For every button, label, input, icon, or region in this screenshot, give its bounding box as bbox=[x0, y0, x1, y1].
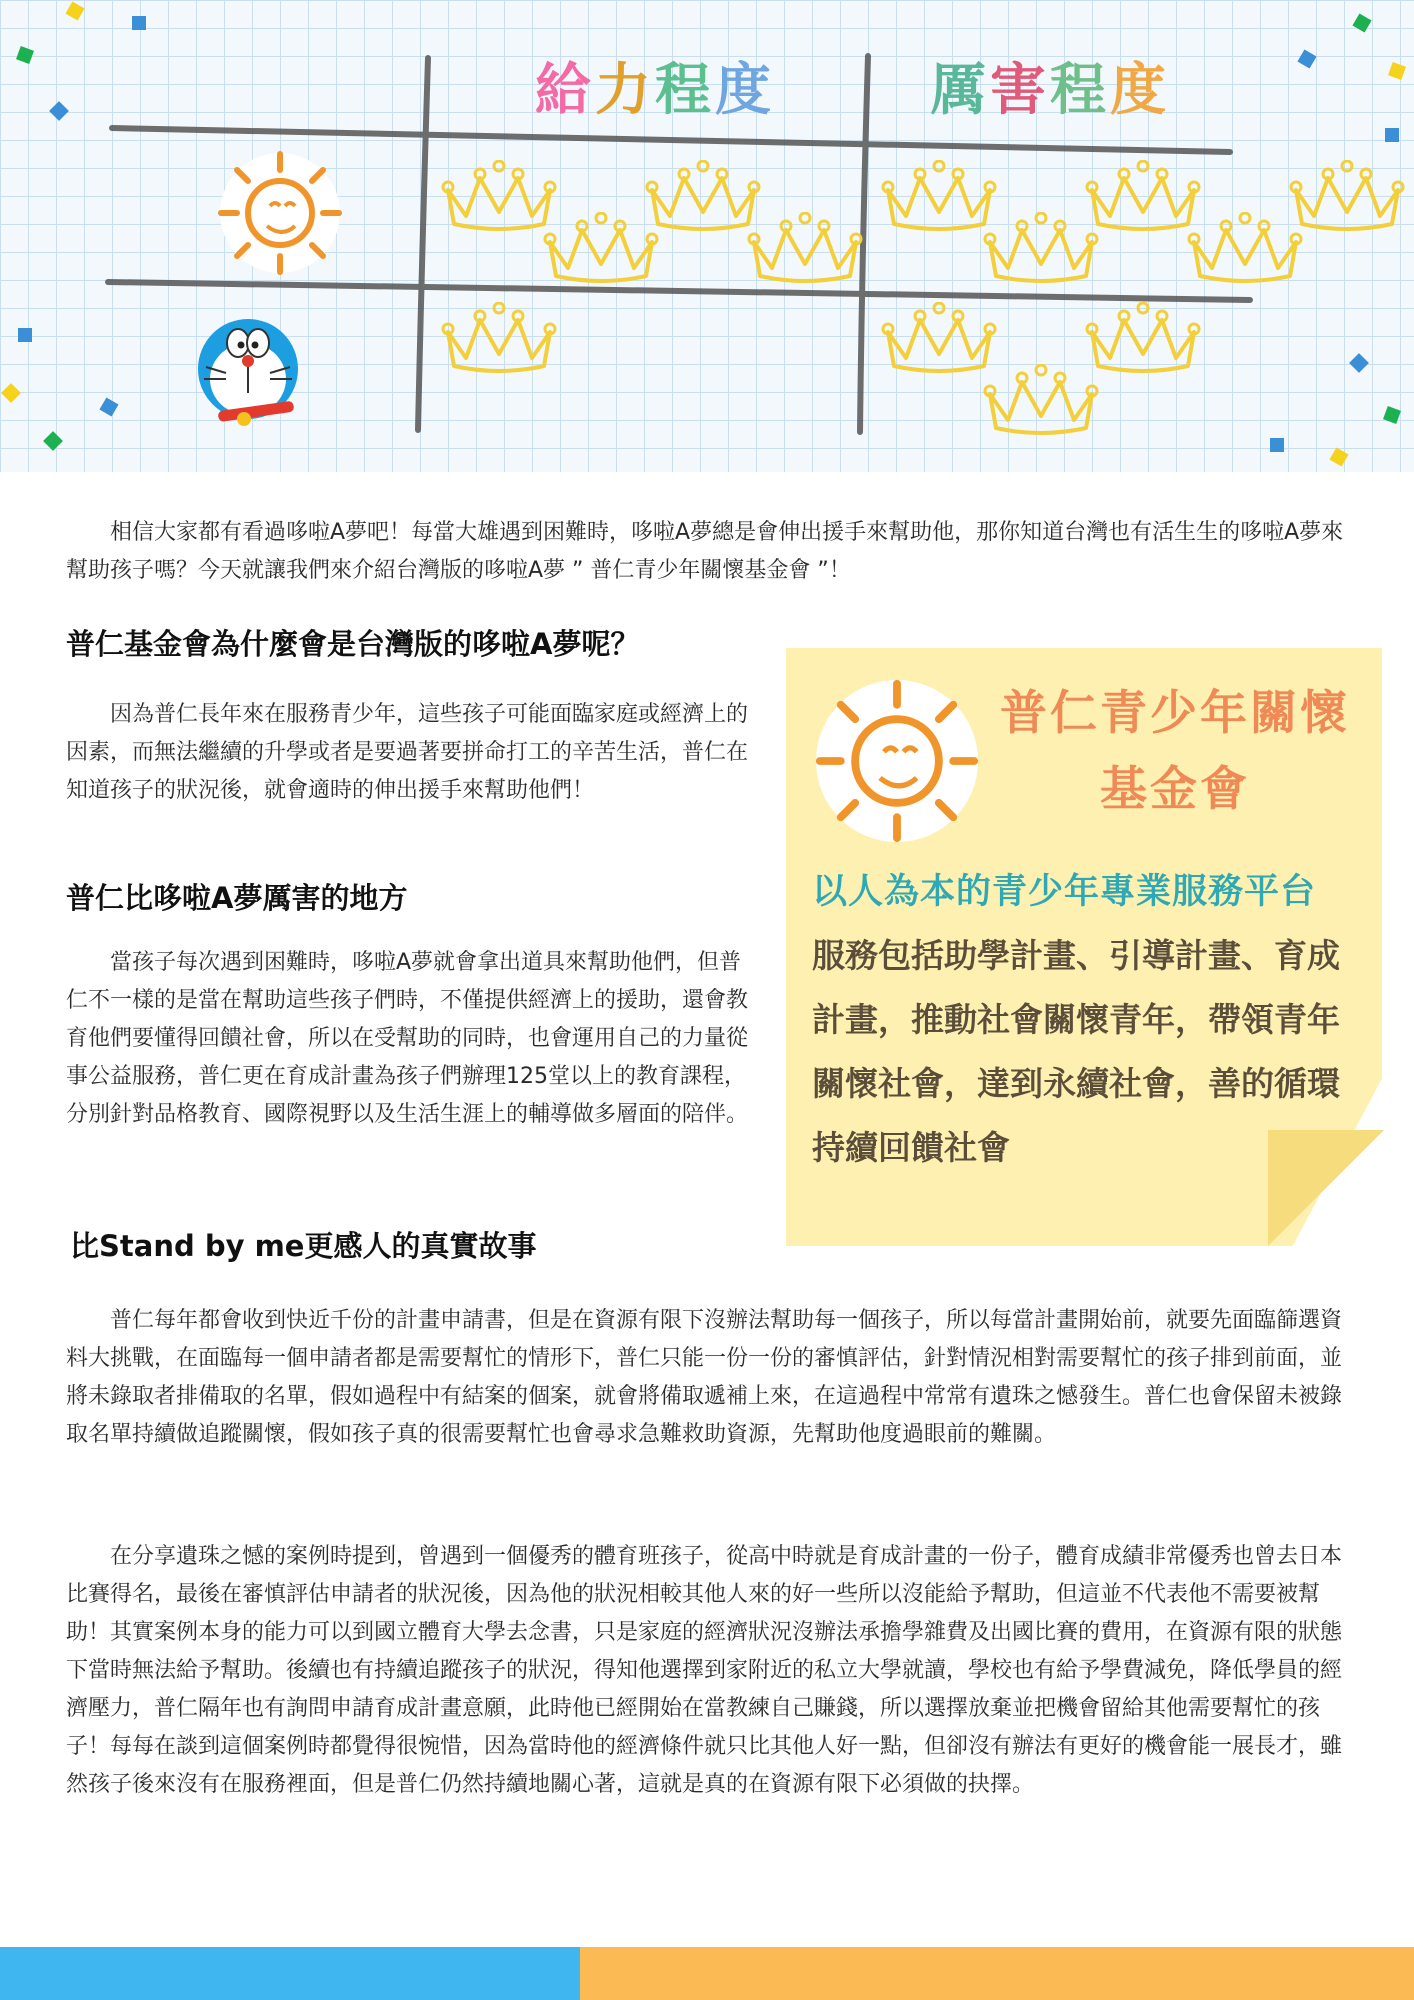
section-heading-why: 普仁基金會為什麼會是台灣版的哆啦A夢呢？ bbox=[66, 627, 640, 661]
section-heading-story: 比Stand by me更感人的真實故事 bbox=[70, 1229, 537, 1263]
confetti bbox=[1270, 438, 1284, 452]
crown-icon bbox=[1084, 302, 1202, 374]
column-title-awesome: 厲害程度 bbox=[930, 57, 1170, 123]
crown-icon bbox=[1288, 160, 1406, 232]
crown-icon bbox=[542, 212, 660, 284]
confetti bbox=[1385, 128, 1399, 142]
doraemon-icon bbox=[192, 315, 304, 433]
column-title-power: 給力程度 bbox=[535, 57, 775, 123]
note-body: 服務包括助學計畫、引導計畫、育成計畫，推動社會關懷青年，帶領青年關懷社會，達到永續社會，善的循環持續回饋社會 bbox=[812, 936, 1340, 1167]
section-body-better: 當孩子每次遇到困難時，哆啦A夢就會拿出道具來幫助他們，但普仁不一樣的是當在幫助這些孩子們時，不僅提供經濟上的援助，還會教育他們要懂得回饋社會，所以在受幫助的同時，也會運用自己的力量從事公益服務，普仁更在育成計畫為孩子們辦理125堂以上的教育課程，分別針對品格教育、國際視野以及生活生涯上的輔導做多層面的陪伴。 bbox=[66, 950, 749, 1127]
crown-icon bbox=[880, 160, 998, 232]
crown-icon bbox=[880, 302, 998, 374]
crown-icon bbox=[644, 160, 762, 232]
footer-bar-blue bbox=[0, 1947, 580, 2000]
section-body-why: 因為普仁長年來在服務青少年，這些孩子可能面臨家庭或經濟上的因素，而無法繼續的升學或者是要過著要拼命打工的辛苦生活，普仁在知道孩子的狀況後，就會適時的伸出援手來幫助他們！ bbox=[66, 702, 749, 803]
note-title: 普仁青少年關懷基金會 bbox=[1000, 686, 1350, 817]
crown-icon bbox=[1084, 160, 1202, 232]
crown-icon bbox=[440, 160, 558, 232]
crown-icon bbox=[982, 364, 1100, 436]
footer-bar-orange bbox=[580, 1947, 1414, 2000]
confetti bbox=[132, 16, 146, 30]
crown-icon bbox=[982, 212, 1100, 284]
section-heading-better: 普仁比哆啦A夢厲害的地方 bbox=[66, 881, 408, 915]
crown-icon bbox=[440, 302, 558, 374]
note-subtitle: 以人為本的青少年專業服務平台 bbox=[812, 871, 1317, 912]
sun-icon bbox=[215, 148, 345, 278]
story-paragraph-1: 普仁每年都會收到快近千份的計畫申請書，但是在資源有限下沒辦法幫助每一個孩子，所以每當計畫開始前，就要先面臨篩選資料大挑戰，在面臨每一個申請者都是需要幫忙的情形下，普仁只能一份一份的審慎評估，針對情況相對需要幫忙的孩子排到前面，並將未錄取者排備取的名單，假如過程中有結案的個案，就會將備取遞補上來，在這過程中常常有遺珠之憾發生。普仁也會保留未被錄取名單持續做追蹤關懷，假如孩子真的很需要幫忙也會尋求急難救助資源，先幫助他度過眼前的難關。 bbox=[66, 1308, 1343, 1447]
intro-paragraph: 相信大家都有看過哆啦A夢吧！每當大雄遇到困難時，哆啦A夢總是會伸出援手來幫助他，那你知道台灣也有活生生的哆啦A夢來幫助孩子嗎？今天就讓我們來介紹台灣版的哆啦A夢 ” 普仁青少年關懷基金會 ”！ bbox=[66, 520, 1344, 583]
story-paragraph-2: 在分享遺珠之憾的案例時提到，曾遇到一個優秀的體育班孩子，從高中時就是育成計畫的一份子，體育成績非常優秀也曾去日本比賽得名，最後在審慎評估申請者的狀況後，因為他的狀況相較其他人來的好一些所以沒能給予幫助，但這並不代表他不需要被幫助！其實案例本身的能力可以到國立體育大學去念書，只是家庭的經濟狀況沒辦法承擔學雜費及出國比賽的費用，在資源有限的狀態下當時無法給予幫助。後續也有持續追蹤孩子的狀況，得知他選擇到家附近的私立大學就讀，學校也有給予學費減免，降低學員的經濟壓力，普仁隔年也有詢問申請育成計畫意願，此時他已經開始在當教練自己賺錢，所以選擇放棄並把機會留給其他需要幫忙的孩子！每每在談到這個案例時都覺得很惋惜，因為當時他的經濟條件就只比其他人好一點，但卻沒有辦法有更好的機會能一展長才，雖然孩子後來沒有在服務裡面，但是普仁仍然持續地關心著，這就是真的在資源有限下必須做的抉擇。 bbox=[66, 1544, 1343, 1797]
sun-icon bbox=[812, 676, 982, 846]
header-banner bbox=[0, 0, 1414, 472]
crown-icon bbox=[1186, 212, 1304, 284]
confetti bbox=[18, 328, 32, 342]
crown-icon bbox=[746, 212, 864, 284]
